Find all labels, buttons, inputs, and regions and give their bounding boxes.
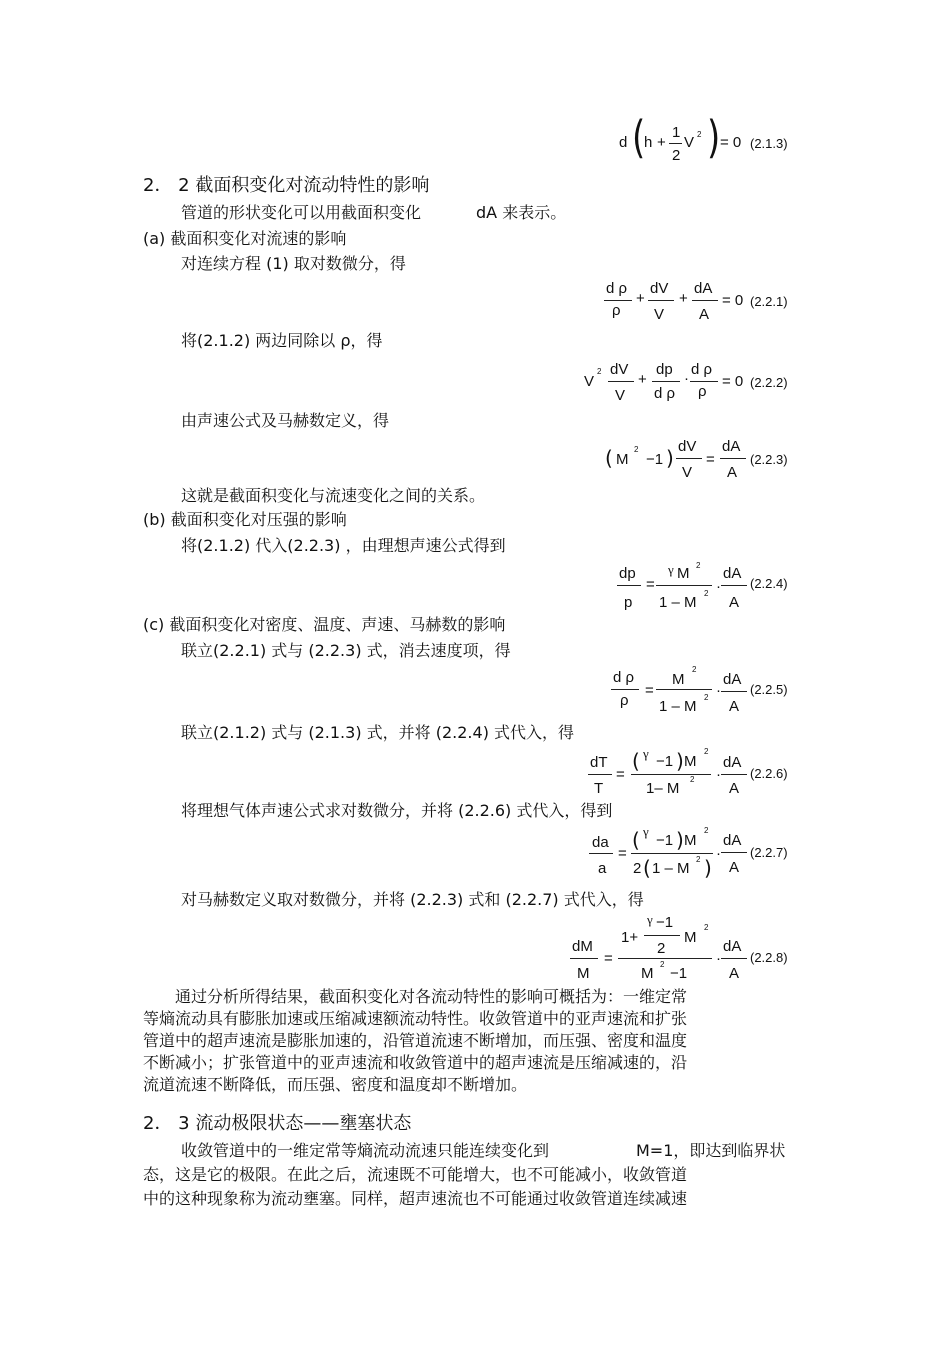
equation-number: (2.1.3)	[750, 136, 788, 151]
equation-number: (2.2.8)	[750, 950, 788, 965]
eq-symbol: 2	[704, 747, 709, 756]
eq-symbol: ·	[716, 845, 721, 862]
eq-symbol: dV	[610, 361, 629, 378]
eq-symbol: −1	[646, 451, 664, 468]
eq-symbol: p	[624, 594, 633, 611]
paragraph-line: 流道流速不断降低，而压强、密度和温度却不断增加。	[143, 1075, 528, 1094]
paragraph-line: 将(2.1.2) 两边同除以 ρ，得	[181, 331, 383, 350]
subsection-heading: (c) 截面积变化对密度、温度、声速、马赫数的影响	[143, 615, 506, 634]
eq-symbol: A	[729, 594, 740, 611]
eq-symbol: γ	[647, 912, 653, 927]
eq-symbol: A	[729, 698, 740, 715]
eq-symbol: dM	[572, 938, 593, 955]
eq-symbol: dA	[723, 671, 742, 688]
paragraph-line: 收敛管道中的一维定常等熵流动流速只能连续变化到	[181, 1141, 550, 1160]
eq-symbol: =	[604, 950, 613, 967]
eq-symbol: V	[684, 134, 695, 151]
eq-symbol: ·	[684, 370, 689, 387]
eq-symbol: =	[706, 451, 715, 468]
left-paren: (	[605, 446, 613, 470]
eq-symbol: 2	[660, 960, 665, 969]
eq-symbol: T	[594, 780, 604, 797]
eq-symbol: −1	[670, 965, 688, 982]
eq-symbol: −1	[656, 914, 674, 931]
eq-symbol: 1– M	[646, 780, 680, 797]
eq-symbol: h	[644, 134, 653, 151]
eq-symbol: ρ	[620, 692, 629, 709]
eq-symbol: = 0	[722, 373, 744, 390]
eq-symbol: dA	[723, 754, 742, 771]
paragraph-line: 由声速公式及马赫数定义，得	[181, 411, 390, 430]
equation-number: (2.2.1)	[750, 294, 788, 309]
eq-symbol: 2	[657, 940, 666, 957]
equation-number: (2.2.2)	[750, 375, 788, 390]
eq-symbol: M	[677, 565, 690, 582]
subsection-heading: (b) 截面积变化对压强的影响	[143, 510, 347, 529]
summary-paragraph	[143, 986, 803, 1096]
paragraph-line: 中的这种现象称为流动壅塞。同样，超声速流也不可能通过收敛管道连续减速	[143, 1189, 688, 1208]
eq-symbol: d ρ	[654, 385, 676, 402]
eq-symbol: 2	[672, 147, 681, 164]
eq-symbol: +	[679, 290, 688, 307]
eq-symbol: 1	[672, 124, 681, 141]
eq-symbol: ·	[716, 766, 721, 783]
paragraph-line: 对连续方程 (1) 取对数微分，得	[181, 254, 406, 273]
paragraph-line: dA 来表示。	[476, 203, 567, 222]
section-heading: 2． 2 截面积变化对流动特性的影响	[143, 175, 430, 196]
right-paren: )	[676, 828, 684, 852]
eq-symbol: ·	[716, 950, 721, 967]
eq-symbol: da	[592, 834, 609, 851]
left-paren: (	[632, 828, 640, 852]
paragraph-line: 联立(2.1.2) 式与 (2.1.3) 式，并将 (2.2.4) 式代入，得	[181, 723, 575, 742]
eq-symbol: M	[616, 451, 629, 468]
eq-symbol: M	[684, 929, 697, 946]
eq-symbol: +	[636, 290, 645, 307]
eq-symbol: A	[699, 306, 710, 323]
eq-symbol: 2	[704, 826, 709, 835]
right-paren: )	[704, 856, 712, 880]
eq-symbol: M	[641, 965, 654, 982]
eq-symbol: a	[598, 860, 607, 877]
eq-symbol: γ	[643, 824, 649, 839]
eq-symbol: 2	[696, 855, 701, 864]
right-paren: )	[676, 749, 684, 773]
eq-symbol: 2	[704, 693, 709, 702]
eq-symbol: M	[577, 965, 590, 982]
eq-symbol: 2	[704, 923, 709, 932]
eq-symbol: γ	[668, 562, 674, 577]
paragraph-line: 态，这是它的极限。在此之后，流速既不可能增大，也不可能减小，收敛管道	[143, 1165, 688, 1184]
eq-symbol: A	[729, 965, 740, 982]
eq-symbol: 2	[634, 445, 639, 454]
eq-symbol: M	[672, 671, 685, 688]
eq-symbol: =	[646, 576, 655, 593]
eq-symbol: = 0	[720, 134, 742, 151]
eq-symbol: ρ	[698, 383, 707, 400]
eq-symbol: dA	[723, 832, 742, 849]
eq-symbol: dp	[619, 565, 636, 582]
eq-symbol: 2	[696, 561, 701, 570]
eq-symbol: dT	[590, 754, 608, 771]
equation-number: (2.2.6)	[750, 766, 788, 781]
left-paren: (	[632, 749, 640, 773]
eq-symbol: 1+	[621, 929, 639, 946]
eq-symbol: A	[729, 780, 740, 797]
eq-symbol: dA	[723, 565, 742, 582]
eq-symbol: d	[619, 134, 628, 151]
eq-symbol: +	[638, 371, 647, 388]
equation-number: (2.2.5)	[750, 682, 788, 697]
eq-symbol: 1 – M	[659, 698, 697, 715]
eq-symbol: 1 – M	[659, 594, 697, 611]
eq-symbol: V	[615, 387, 626, 404]
eq-symbol: 2	[697, 130, 702, 139]
eq-symbol: dV	[678, 438, 697, 455]
eq-symbol: A	[727, 464, 738, 481]
eq-symbol: −1	[656, 753, 674, 770]
eq-symbol: ·	[716, 682, 721, 699]
left-paren: (	[632, 112, 646, 164]
eq-symbol: dA	[722, 438, 741, 455]
eq-symbol: = 0	[722, 292, 744, 309]
equation-number: (2.2.4)	[750, 576, 788, 591]
eq-symbol: M	[684, 832, 697, 849]
eq-symbol: V	[682, 464, 693, 481]
left-paren: (	[643, 856, 651, 880]
eq-symbol: d ρ	[691, 361, 713, 378]
eq-symbol: dp	[656, 361, 673, 378]
eq-symbol: V	[654, 306, 665, 323]
equation-number: (2.2.3)	[750, 452, 788, 467]
eq-symbol: 2	[690, 775, 695, 784]
eq-symbol: γ	[643, 746, 649, 761]
paragraph-line: 这就是截面积变化与流速变化之间的关系。	[181, 486, 486, 505]
eq-symbol: dA	[723, 938, 742, 955]
paragraph-line: 等熵流动具有膨胀加速或压缩减速额流动特性。收敛管道中的亚声速流和扩张	[143, 1009, 688, 1028]
section-heading: 2． 3 流动极限状态——壅塞状态	[143, 1113, 412, 1134]
eq-symbol: +	[657, 134, 666, 151]
paragraph-line: 管道的形状变化可以用截面积变化	[181, 203, 422, 222]
paragraph-line: 将(2.1.2) 代入(2.2.3) ，由理想声速公式得到	[181, 536, 506, 555]
eq-symbol: dA	[694, 280, 713, 297]
eq-symbol: 2	[704, 589, 709, 598]
paragraph-line: 将理想气体声速公式求对数微分，并将 (2.2.6) 式代入，得到	[181, 801, 613, 820]
eq-symbol: A	[729, 859, 740, 876]
eq-symbol: 2	[597, 367, 602, 376]
eq-symbol: M	[684, 753, 697, 770]
paragraph-line: 管道中的超声速流是膨胀加速的，沿管道流速不断增加，而压强、密度和温度	[143, 1031, 688, 1050]
paragraph-line: 对马赫数定义取对数微分，并将 (2.2.3) 式和 (2.2.7) 式代入，得	[181, 890, 644, 909]
eq-symbol: ρ	[612, 302, 621, 319]
paragraph-line: 通过分析所得结果，截面积变化对各流动特性的影响可概括为：一维定常	[143, 987, 688, 1006]
eq-symbol: d ρ	[613, 669, 635, 686]
paragraph-line: 联立(2.2.1) 式与 (2.2.3) 式，消去速度项，得	[181, 641, 511, 660]
eq-symbol: d ρ	[606, 280, 628, 297]
eq-symbol: =	[616, 766, 625, 783]
eq-symbol: =	[645, 682, 654, 699]
eq-symbol: =	[618, 845, 627, 862]
eq-symbol: 2	[633, 860, 642, 877]
right-paren: )	[666, 446, 674, 470]
paragraph-line: 不断减小；扩张管道中的亚声速流和收敛管道中的超声速流是压缩减速的，沿	[143, 1053, 688, 1072]
subsection-heading: (a) 截面积变化对流速的影响	[143, 229, 347, 248]
eq-symbol: 2	[692, 665, 697, 674]
eq-symbol: 1 – M	[652, 860, 690, 877]
eq-symbol: −1	[656, 832, 674, 849]
paragraph-line: M=1，即达到临界状	[636, 1141, 786, 1160]
eq-symbol: dV	[650, 280, 669, 297]
equation-number: (2.2.7)	[750, 845, 788, 860]
eq-symbol: ·	[716, 578, 721, 595]
right-paren: )	[707, 112, 721, 164]
eq-symbol: V	[584, 373, 595, 390]
